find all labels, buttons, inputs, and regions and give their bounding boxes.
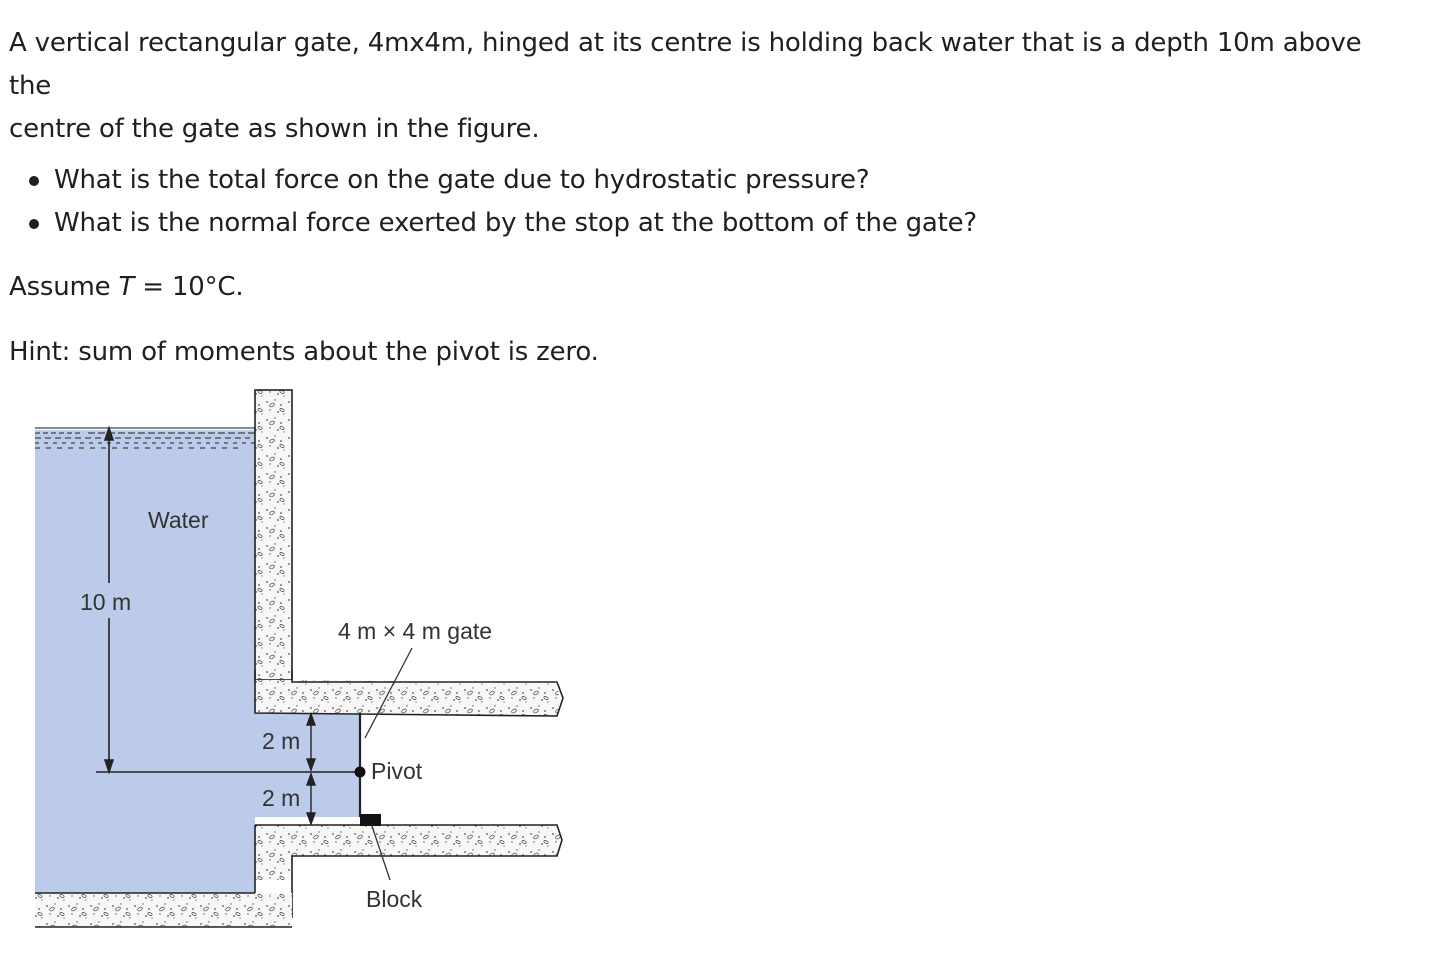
- assume-suffix: = 10°C.: [134, 272, 244, 302]
- concrete-upper-slab: [255, 680, 560, 716]
- assumption: [9, 266, 1409, 309]
- problem-statement: [9, 22, 1409, 374]
- hint: Hint: sum of moments about the pivot is zero.: [9, 337, 599, 367]
- gate-figure: [0, 380, 600, 955]
- bullet-icon: [29, 219, 39, 229]
- pivot-point: [355, 767, 366, 778]
- concrete-floor: [35, 893, 292, 927]
- gate-diagram: [0, 380, 600, 955]
- concrete-lower-slab: [255, 825, 562, 880]
- intro-line-1: A vertical rectangular gate, 4mx4m, hinged at its centre is holding back water that is a depth 10m above the: [9, 28, 1362, 101]
- gate-label: 4 m × 4 m gate: [338, 618, 493, 644]
- question-text: What is the normal force exerted by the stop at the bottom of the gate?: [54, 208, 978, 238]
- bullet-icon: [29, 176, 39, 186]
- pivot-label: Pivot: [371, 758, 423, 784]
- question-text: What is the total force on the gate due to hydrostatic pressure?: [54, 165, 870, 195]
- upper-half-label: 2 m: [262, 728, 301, 754]
- temperature-variable: T: [118, 272, 135, 302]
- assume-prefix: Assume: [9, 272, 119, 302]
- block: [360, 814, 381, 826]
- concrete-wall: [255, 390, 292, 680]
- question-list: [9, 159, 1409, 245]
- water-label: Water: [148, 507, 209, 533]
- problem-intro: [9, 22, 1409, 151]
- block-label: Block: [366, 886, 423, 912]
- depth-label: 10 m: [80, 589, 132, 615]
- lower-half-label: 2 m: [262, 785, 301, 811]
- intro-line-2: centre of the gate as shown in the figure.: [9, 114, 540, 144]
- question-item: [9, 159, 1409, 202]
- question-item: [9, 202, 1409, 245]
